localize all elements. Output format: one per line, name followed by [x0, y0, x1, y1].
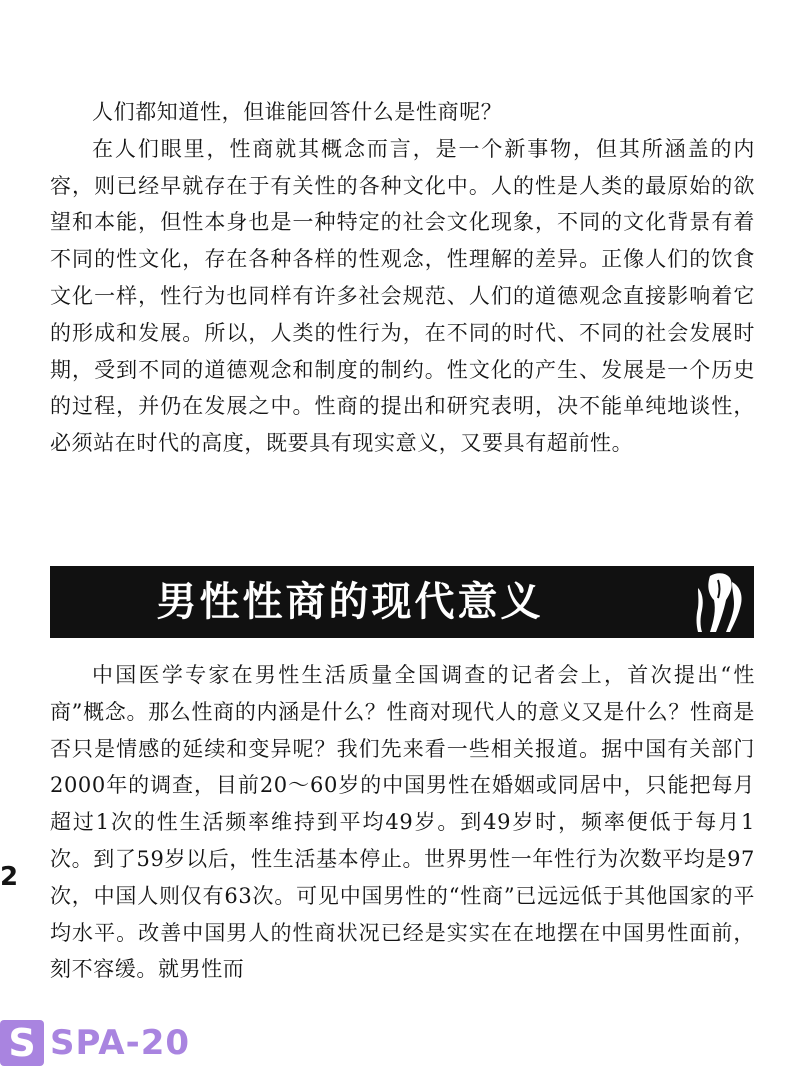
section-heading-banner [50, 566, 754, 638]
page-number: 2 [0, 862, 19, 892]
section-title: 男性性商的现代意义 [156, 579, 544, 625]
intro-text-block [50, 94, 755, 462]
intro-paragraph-2: 在人们眼里，性商就其概念而言，是一个新事物，但其所涵盖的内容，则已经早就存在于有关性的各种文化中。人的性是人类的最原始的欲望和本能，但性本身也是一种特定的社会文化现象，不同的文化背景有着不同的性文化，存在各种各样的性观念，性理解的差异。正像人们的饮食文化一样，性行为也同样有许多社会规范、人们的道德观念直接影响着它的形成和发展。所以，人类的性行为，在不同的时代、不同的社会发展时期，受到不同的道德观念和制度的制约。性文化的产生、发展是一个历史的过程，并仍在发展之中。性商的提出和研究表明，决不能单纯地谈性，必须站在时代的高度，既要具有现实意义，又要具有超前性。 [50, 136, 755, 456]
watermark-text: SPA-20 [50, 1023, 191, 1063]
section-text-block [50, 657, 755, 988]
watermark [0, 1020, 190, 1066]
watermark-logo: S [0, 1020, 44, 1066]
intro-paragraph-1: 人们都知道性，但谁能回答什么是性商呢？ [92, 100, 503, 124]
silhouette-figure-icon [690, 570, 754, 636]
section-paragraph: 中国医学专家在男性生活质量全国调查的记者会上，首次提出“性商”概念。那么性商的内涵是什么？性商对现代人的意义又是什么？性商是否只是情感的延续和变异呢？我们先来看一些相关报道。据中国有关部门2000年的调查，目前20～60岁的中国男性在婚姻或同居中，只能把每月超过1次的性生活频率维持到平均49岁。到49岁时，频率便低于每月1次。到了59岁以后，性生活基本停止。世界男性一年性行为次数平均是97次，中国人则仅有63次。可见中国男性的“性商”已远远低于其他国家的平均水平。改善中国男人的性商状况已经是实实在在地摆在中国男性面前，刻不容缓。就男性而 [50, 663, 755, 982]
